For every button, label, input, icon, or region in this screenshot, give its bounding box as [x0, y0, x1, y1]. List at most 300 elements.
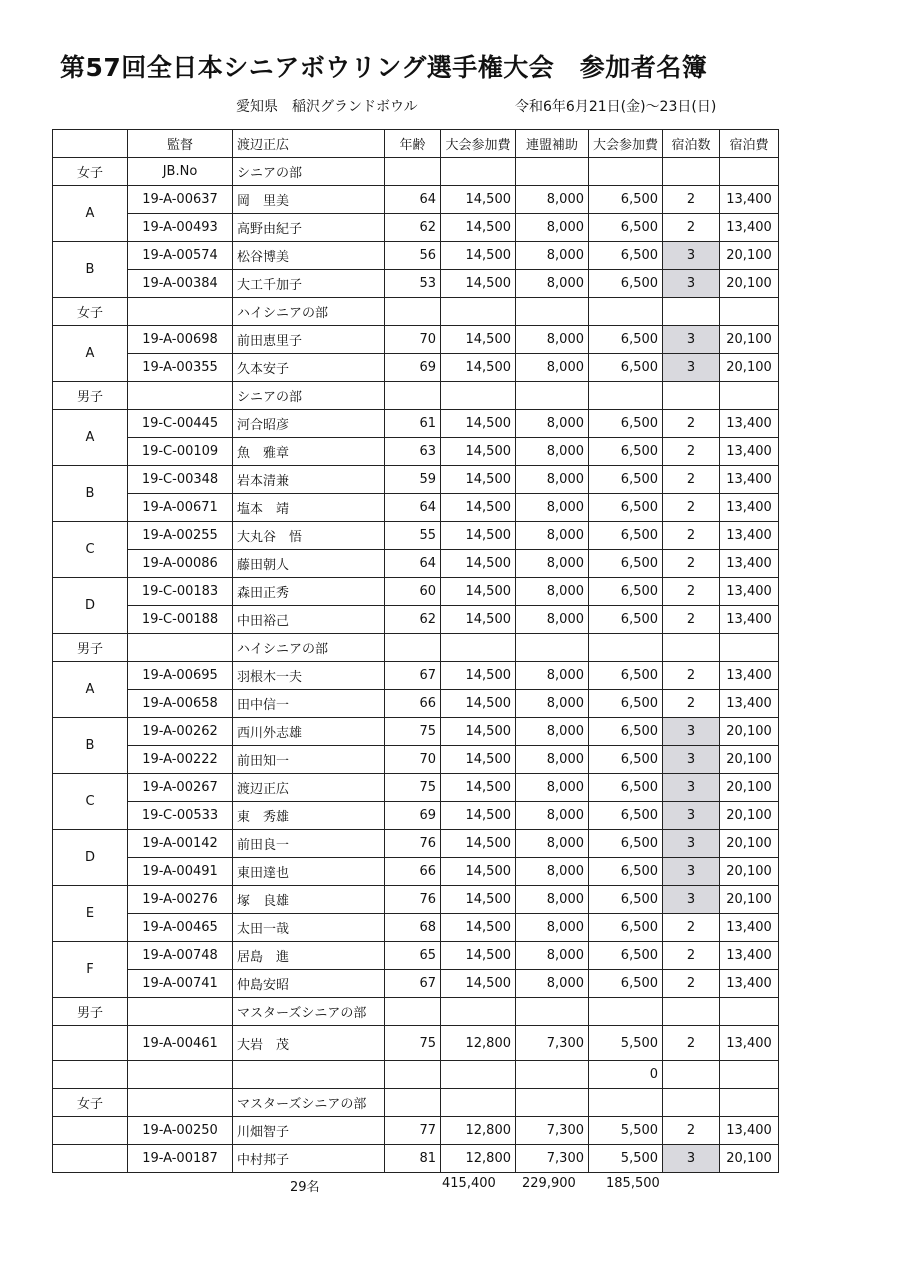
entry-fee: 14,500	[441, 494, 516, 522]
player-name: 森田正秀	[233, 578, 385, 606]
lodging-fee: 20,100	[720, 270, 779, 298]
entry-fee: 12,800	[441, 1117, 516, 1145]
net-entry-fee: 5,500	[589, 1117, 663, 1145]
section-gender: 男子	[53, 634, 128, 662]
lodging-fee: 13,400	[720, 606, 779, 634]
player-name: 河合昭彦	[233, 410, 385, 438]
player-age: 64	[385, 550, 441, 578]
table-row	[53, 326, 779, 354]
federation-subsidy: 8,000	[516, 970, 589, 998]
section-division: ハイシニアの部	[233, 634, 385, 662]
header-cell-coach-name: 渡辺正広	[233, 130, 385, 158]
lodging-fee: 13,400	[720, 914, 779, 942]
section-row	[53, 634, 779, 662]
federation-subsidy: 8,000	[516, 578, 589, 606]
lodging-nights: 2	[663, 1026, 720, 1061]
player-age: 66	[385, 858, 441, 886]
header-cell-fee2: 大会参加費	[589, 130, 663, 158]
lodging-nights: 2	[663, 186, 720, 214]
jb-number: 19-A-00250	[128, 1117, 233, 1145]
net-entry-fee: 6,500	[589, 606, 663, 634]
lodging-fee: 13,400	[720, 578, 779, 606]
page-title: 第57回全日本シニアボウリング選手権大会 参加者名簿	[60, 53, 708, 82]
lodging-fee: 20,100	[720, 802, 779, 830]
federation-subsidy: 8,000	[516, 522, 589, 550]
lodging-nights: 2	[663, 970, 720, 998]
empty-cell	[663, 158, 720, 186]
table-row	[53, 858, 779, 886]
federation-subsidy: 8,000	[516, 438, 589, 466]
federation-subsidy: 8,000	[516, 830, 589, 858]
lodging-fee	[720, 1061, 779, 1089]
team-label	[53, 1117, 128, 1145]
empty-cell	[385, 1089, 441, 1117]
lodging-fee: 20,100	[720, 242, 779, 270]
net-entry-fee: 6,500	[589, 410, 663, 438]
lodging-fee: 20,100	[720, 746, 779, 774]
team-label: B	[53, 466, 128, 522]
lodging-fee: 20,100	[720, 326, 779, 354]
player-name: 前田良一	[233, 830, 385, 858]
lodging-fee: 20,100	[720, 1145, 779, 1173]
net-entry-fee: 6,500	[589, 718, 663, 746]
entry-fee: 14,500	[441, 354, 516, 382]
empty-cell	[441, 382, 516, 410]
table-row	[53, 802, 779, 830]
section-row	[53, 1089, 779, 1117]
net-entry-fee: 6,500	[589, 746, 663, 774]
federation-subsidy: 8,000	[516, 774, 589, 802]
table-row	[53, 1117, 779, 1145]
player-age: 53	[385, 270, 441, 298]
jb-number: 19-A-00748	[128, 942, 233, 970]
table-row	[53, 466, 779, 494]
player-age: 62	[385, 214, 441, 242]
entry-fee: 14,500	[441, 606, 516, 634]
empty-cell	[516, 634, 589, 662]
team-label: E	[53, 886, 128, 942]
federation-subsidy: 8,000	[516, 746, 589, 774]
federation-subsidy: 8,000	[516, 606, 589, 634]
team-label: D	[53, 578, 128, 634]
federation-subsidy: 8,000	[516, 718, 589, 746]
section-gender: 男子	[53, 382, 128, 410]
team-label: A	[53, 326, 128, 382]
section-jb-label	[128, 998, 233, 1026]
team-label: A	[53, 662, 128, 718]
header-row	[53, 130, 779, 158]
jb-number: 19-A-00187	[128, 1145, 233, 1173]
section-gender: 男子	[53, 998, 128, 1026]
empty-cell	[663, 298, 720, 326]
player-age: 67	[385, 662, 441, 690]
empty-cell	[385, 158, 441, 186]
federation-subsidy: 8,000	[516, 494, 589, 522]
jb-number: 19-A-00086	[128, 550, 233, 578]
lodging-nights: 2	[663, 662, 720, 690]
table-row	[53, 942, 779, 970]
entry-fee: 14,500	[441, 830, 516, 858]
lodging-fee: 13,400	[720, 942, 779, 970]
entry-fee: 14,500	[441, 466, 516, 494]
team-label: B	[53, 718, 128, 774]
section-row	[53, 382, 779, 410]
total-subsidy: 229,900	[522, 1176, 576, 1191]
player-name: 高野由紀子	[233, 214, 385, 242]
table-row	[53, 662, 779, 690]
lodging-nights: 2	[663, 466, 720, 494]
federation-subsidy: 8,000	[516, 690, 589, 718]
entry-fee: 14,500	[441, 718, 516, 746]
lodging-fee: 13,400	[720, 1117, 779, 1145]
section-row	[53, 158, 779, 186]
table-row	[53, 522, 779, 550]
net-entry-fee: 6,500	[589, 690, 663, 718]
federation-subsidy: 8,000	[516, 242, 589, 270]
entry-fee: 14,500	[441, 662, 516, 690]
empty-cell	[589, 634, 663, 662]
empty-cell	[516, 382, 589, 410]
player-age: 61	[385, 410, 441, 438]
jb-number: 19-C-00445	[128, 410, 233, 438]
federation-subsidy: 7,300	[516, 1117, 589, 1145]
lodging-fee: 13,400	[720, 494, 779, 522]
player-age: 76	[385, 886, 441, 914]
player-name: 塩本 靖	[233, 494, 385, 522]
lodging-nights: 3	[663, 718, 720, 746]
jb-number: 19-A-00698	[128, 326, 233, 354]
table-row	[53, 494, 779, 522]
jb-number: 19-A-00384	[128, 270, 233, 298]
lodging-fee: 20,100	[720, 774, 779, 802]
player-age: 69	[385, 354, 441, 382]
player-name: 久本安子	[233, 354, 385, 382]
entry-fee: 14,500	[441, 270, 516, 298]
team-label: A	[53, 410, 128, 466]
entry-fee: 14,500	[441, 438, 516, 466]
player-name: 大丸谷 悟	[233, 522, 385, 550]
lodging-nights: 2	[663, 942, 720, 970]
player-name: 前田知一	[233, 746, 385, 774]
table-body	[53, 130, 779, 1173]
net-entry-fee: 6,500	[589, 774, 663, 802]
jb-number: 19-C-00183	[128, 578, 233, 606]
player-age: 64	[385, 494, 441, 522]
empty-cell	[385, 634, 441, 662]
player-name: 西川外志雄	[233, 718, 385, 746]
table-row	[53, 354, 779, 382]
player-name: 羽根木一夫	[233, 662, 385, 690]
lodging-nights: 2	[663, 438, 720, 466]
jb-number: 19-A-00267	[128, 774, 233, 802]
table-row	[53, 606, 779, 634]
total-fee2: 185,500	[606, 1176, 660, 1191]
player-name: 藤田朝人	[233, 550, 385, 578]
table-row	[53, 774, 779, 802]
empty-cell	[663, 1089, 720, 1117]
player-name: 東田達也	[233, 858, 385, 886]
lodging-nights: 2	[663, 578, 720, 606]
entry-fee: 14,500	[441, 942, 516, 970]
player-age: 75	[385, 1026, 441, 1061]
entry-fee: 14,500	[441, 886, 516, 914]
player-name: 田中信一	[233, 690, 385, 718]
team-label: C	[53, 774, 128, 830]
federation-subsidy: 8,000	[516, 214, 589, 242]
federation-subsidy: 8,000	[516, 410, 589, 438]
player-age: 70	[385, 326, 441, 354]
empty-cell	[516, 158, 589, 186]
lodging-nights: 3	[663, 326, 720, 354]
lodging-fee: 20,100	[720, 354, 779, 382]
lodging-fee: 13,400	[720, 466, 779, 494]
lodging-fee: 13,400	[720, 522, 779, 550]
lodging-fee: 20,100	[720, 830, 779, 858]
net-entry-fee: 6,500	[589, 830, 663, 858]
table-row	[53, 438, 779, 466]
federation-subsidy: 8,000	[516, 354, 589, 382]
lodging-fee: 20,100	[720, 886, 779, 914]
section-jb-label	[128, 1089, 233, 1117]
net-entry-fee: 6,500	[589, 970, 663, 998]
lodging-fee: 13,400	[720, 410, 779, 438]
player-age: 70	[385, 746, 441, 774]
lodging-nights: 3	[663, 270, 720, 298]
player-name: 渡辺正広	[233, 774, 385, 802]
player-name: 岡 里美	[233, 186, 385, 214]
section-division: マスターズシニアの部	[233, 1089, 385, 1117]
lodging-nights: 3	[663, 774, 720, 802]
jb-number: 19-A-00574	[128, 242, 233, 270]
net-entry-fee: 5,500	[589, 1145, 663, 1173]
federation-subsidy: 8,000	[516, 550, 589, 578]
entry-fee: 14,500	[441, 214, 516, 242]
lodging-fee: 13,400	[720, 550, 779, 578]
net-entry-fee: 6,500	[589, 186, 663, 214]
jb-number: 19-C-00533	[128, 802, 233, 830]
player-name: 前田恵里子	[233, 326, 385, 354]
empty-cell	[720, 998, 779, 1026]
entry-fee: 14,500	[441, 746, 516, 774]
entry-fee: 14,500	[441, 410, 516, 438]
table-row	[53, 1061, 779, 1089]
net-entry-fee: 6,500	[589, 858, 663, 886]
entry-fee: 14,500	[441, 522, 516, 550]
lodging-nights: 2	[663, 214, 720, 242]
lodging-nights: 2	[663, 606, 720, 634]
entry-fee: 14,500	[441, 550, 516, 578]
net-entry-fee: 6,500	[589, 354, 663, 382]
federation-subsidy	[516, 1061, 589, 1089]
player-age: 77	[385, 1117, 441, 1145]
section-jb-label	[128, 382, 233, 410]
jb-number: 19-A-00276	[128, 886, 233, 914]
entry-fee: 14,500	[441, 774, 516, 802]
team-label	[53, 1145, 128, 1173]
empty-cell	[516, 298, 589, 326]
player-age: 63	[385, 438, 441, 466]
player-name: 東 秀雄	[233, 802, 385, 830]
section-gender: 女子	[53, 1089, 128, 1117]
entry-fee: 14,500	[441, 690, 516, 718]
player-name: 太田一哉	[233, 914, 385, 942]
lodging-nights: 3	[663, 354, 720, 382]
section-gender: 女子	[53, 158, 128, 186]
player-name: 松谷博美	[233, 242, 385, 270]
lodging-fee: 13,400	[720, 214, 779, 242]
header-cell-lodging: 宿泊費	[720, 130, 779, 158]
player-name: 大岩 茂	[233, 1026, 385, 1061]
empty-cell	[441, 998, 516, 1026]
lodging-nights: 3	[663, 746, 720, 774]
net-entry-fee: 6,500	[589, 326, 663, 354]
player-name: 中田裕己	[233, 606, 385, 634]
player-name: 岩本清兼	[233, 466, 385, 494]
date-label: 令和6年6月21日(金)～23日(日)	[515, 99, 717, 115]
federation-subsidy: 8,000	[516, 942, 589, 970]
empty-cell	[385, 998, 441, 1026]
section-jb-label	[128, 634, 233, 662]
lodging-nights: 2	[663, 522, 720, 550]
lodging-fee: 13,400	[720, 970, 779, 998]
empty-cell	[589, 382, 663, 410]
lodging-nights: 3	[663, 886, 720, 914]
lodging-nights: 3	[663, 802, 720, 830]
team-label: A	[53, 186, 128, 242]
table-row	[53, 214, 779, 242]
federation-subsidy: 8,000	[516, 326, 589, 354]
entry-fee: 14,500	[441, 914, 516, 942]
table-row	[53, 830, 779, 858]
header-cell-fee: 大会参加費	[441, 130, 516, 158]
table-row	[53, 1145, 779, 1173]
header-cell-age: 年齢	[385, 130, 441, 158]
player-name: 川畑智子	[233, 1117, 385, 1145]
jb-number: 19-A-00741	[128, 970, 233, 998]
lodging-nights: 3	[663, 242, 720, 270]
header-cell-subsidy: 連盟補助	[516, 130, 589, 158]
total-count: 29名	[290, 1180, 320, 1195]
empty-cell	[589, 158, 663, 186]
team-label: D	[53, 830, 128, 886]
jb-number: 19-A-00493	[128, 214, 233, 242]
table-row	[53, 886, 779, 914]
jb-number: 19-A-00255	[128, 522, 233, 550]
federation-subsidy: 8,000	[516, 858, 589, 886]
player-age: 59	[385, 466, 441, 494]
entry-fee	[441, 1061, 516, 1089]
section-row	[53, 298, 779, 326]
empty-cell	[589, 298, 663, 326]
net-entry-fee: 6,500	[589, 270, 663, 298]
total-fee: 415,400	[442, 1176, 496, 1191]
empty-cell	[589, 1089, 663, 1117]
lodging-nights	[663, 1061, 720, 1089]
player-age: 64	[385, 186, 441, 214]
table-row	[53, 718, 779, 746]
federation-subsidy: 8,000	[516, 914, 589, 942]
player-age: 55	[385, 522, 441, 550]
team-label	[53, 1061, 128, 1089]
player-name: 居島 進	[233, 942, 385, 970]
federation-subsidy: 8,000	[516, 662, 589, 690]
table-row	[53, 746, 779, 774]
player-age: 60	[385, 578, 441, 606]
empty-cell	[720, 298, 779, 326]
jb-number: 19-A-00637	[128, 186, 233, 214]
jb-number: 19-A-00355	[128, 354, 233, 382]
lodging-nights: 3	[663, 830, 720, 858]
lodging-fee: 13,400	[720, 1026, 779, 1061]
lodging-nights: 2	[663, 550, 720, 578]
jb-number: 19-A-00695	[128, 662, 233, 690]
jb-number: 19-A-00671	[128, 494, 233, 522]
net-entry-fee: 6,500	[589, 662, 663, 690]
empty-cell	[441, 158, 516, 186]
team-label: F	[53, 942, 128, 998]
jb-number: 19-A-00658	[128, 690, 233, 718]
table-row	[53, 970, 779, 998]
team-label	[53, 1026, 128, 1061]
entry-fee: 14,500	[441, 326, 516, 354]
federation-subsidy: 8,000	[516, 886, 589, 914]
table-row	[53, 270, 779, 298]
entry-fee: 14,500	[441, 802, 516, 830]
header-cell-nights: 宿泊数	[663, 130, 720, 158]
jb-number: 19-A-00142	[128, 830, 233, 858]
empty-cell	[441, 298, 516, 326]
entry-fee: 14,500	[441, 242, 516, 270]
venue-label: 愛知県 稲沢グランドボウル	[236, 99, 418, 115]
empty-cell	[516, 1089, 589, 1117]
net-entry-fee: 6,500	[589, 886, 663, 914]
player-name	[233, 1061, 385, 1089]
lodging-fee: 13,400	[720, 186, 779, 214]
participant-table	[52, 129, 779, 1173]
lodging-fee: 13,400	[720, 438, 779, 466]
lodging-nights: 2	[663, 1117, 720, 1145]
net-entry-fee: 6,500	[589, 494, 663, 522]
section-jb-label	[128, 298, 233, 326]
player-age: 66	[385, 690, 441, 718]
federation-subsidy: 8,000	[516, 802, 589, 830]
lodging-nights: 3	[663, 1145, 720, 1173]
net-entry-fee: 5,500	[589, 1026, 663, 1061]
empty-cell	[385, 298, 441, 326]
player-age: 62	[385, 606, 441, 634]
net-entry-fee: 6,500	[589, 914, 663, 942]
jb-number	[128, 1061, 233, 1089]
net-entry-fee: 6,500	[589, 438, 663, 466]
player-age	[385, 1061, 441, 1089]
empty-cell	[720, 382, 779, 410]
lodging-fee: 13,400	[720, 690, 779, 718]
player-age: 75	[385, 774, 441, 802]
entry-fee: 12,800	[441, 1145, 516, 1173]
lodging-nights: 2	[663, 690, 720, 718]
header-cell-coach-label: 監督	[128, 130, 233, 158]
jb-number: 19-C-00109	[128, 438, 233, 466]
empty-cell	[663, 382, 720, 410]
empty-cell	[516, 998, 589, 1026]
lodging-nights: 2	[663, 494, 720, 522]
player-age: 65	[385, 942, 441, 970]
player-name: 塚 良雄	[233, 886, 385, 914]
empty-cell	[441, 1089, 516, 1117]
empty-cell	[663, 634, 720, 662]
empty-cell	[589, 998, 663, 1026]
player-name: 魚 雅章	[233, 438, 385, 466]
